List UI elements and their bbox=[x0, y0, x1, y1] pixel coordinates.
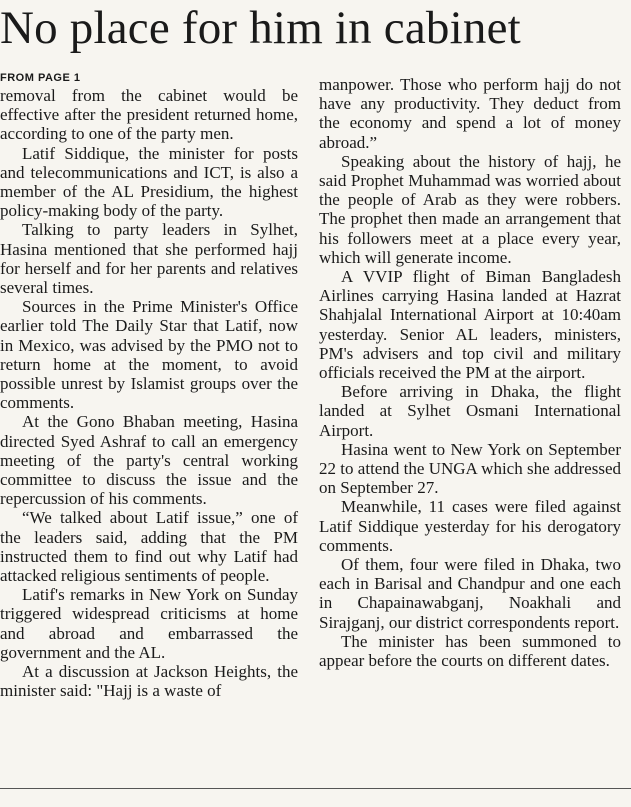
right-column bbox=[319, 75, 621, 670]
paragraph: At the Gono Bhaban meeting, Hasina directed Syed Ashraf to call an emergency meeting of the party's central working committee to discuss the issue and the repercussion of his comments. bbox=[0, 412, 298, 509]
paragraph: Of them, four were filed in Dhaka, two each in Barisal and Chandpur and one each in Chapainawabganj, Noakhali and Sirajganj, our district correspondents report. bbox=[319, 555, 621, 632]
paragraph: removal from the cabinet would be effective after the president returned home, according to one of the party men. bbox=[0, 86, 298, 144]
paragraph: Hasina went to New York on September 22 to attend the UNGA which she addressed on September 27. bbox=[319, 439, 621, 498]
paragraph: Speaking about the history of hajj, he said Prophet Muhammad was worried about the people of Arab as they were robbers. The prophet then made an arrangement that his followers meet at a place every year, which will generate income. bbox=[319, 151, 621, 267]
paragraph: Talking to party leaders in Sylhet, Hasina mentioned that she performed hajj for herself and for her parents and relatives several times. bbox=[0, 220, 298, 298]
paragraph: A VVIP flight of Biman Bangladesh Airlines carrying Hasina landed at Hazrat Shahjalal International Airport at 10:40am yesterday. Senior AL leaders, ministers, PM's advisers and top civil and military officials received the PM at the airport. bbox=[319, 267, 621, 383]
paragraph: manpower. Those who perform hajj do not have any productivity. They deduct from the economy and spend a lot of money abroad.” bbox=[319, 75, 621, 152]
paragraph: Latif's remarks in New York on Sunday triggered widespread criticisms at home and abroad and embarrassed the government and the AL. bbox=[0, 585, 298, 662]
paragraph: Latif Siddique, the minister for posts and telecommunications and ICT, is also a member of the AL Presidium, the highest policy-making body of the party. bbox=[0, 143, 298, 221]
paragraph: “We talked about Latif issue,” one of the leaders said, adding that the PM instructed them to find out why Latif had attacked religious sentiments of people. bbox=[0, 508, 298, 586]
continuation-kicker: FROM PAGE 1 bbox=[0, 72, 81, 84]
paragraph: Before arriving in Dhaka, the flight landed at Sylhet Osmani International Airport. bbox=[319, 382, 621, 440]
paragraph: Sources in the Prime Minister's Office earlier told The Daily Star that Latif, now in Mexico, was advised by the PMO not to return home at the moment, to avoid possible unrest by Islamist groups over the comments. bbox=[0, 297, 298, 413]
paragraph: At a discussion at Jackson Heights, the minister said: "Hajj is a waste of bbox=[0, 662, 298, 701]
paragraph: The minister has been summoned to appear before the courts on different dates. bbox=[319, 631, 621, 671]
paragraph: Meanwhile, 11 cases were filed against Latif Siddique yesterday for his derogatory comments. bbox=[319, 497, 621, 555]
bottom-divider bbox=[0, 788, 631, 789]
left-column bbox=[0, 70, 298, 701]
headline: No place for him in cabinet bbox=[0, 2, 521, 54]
